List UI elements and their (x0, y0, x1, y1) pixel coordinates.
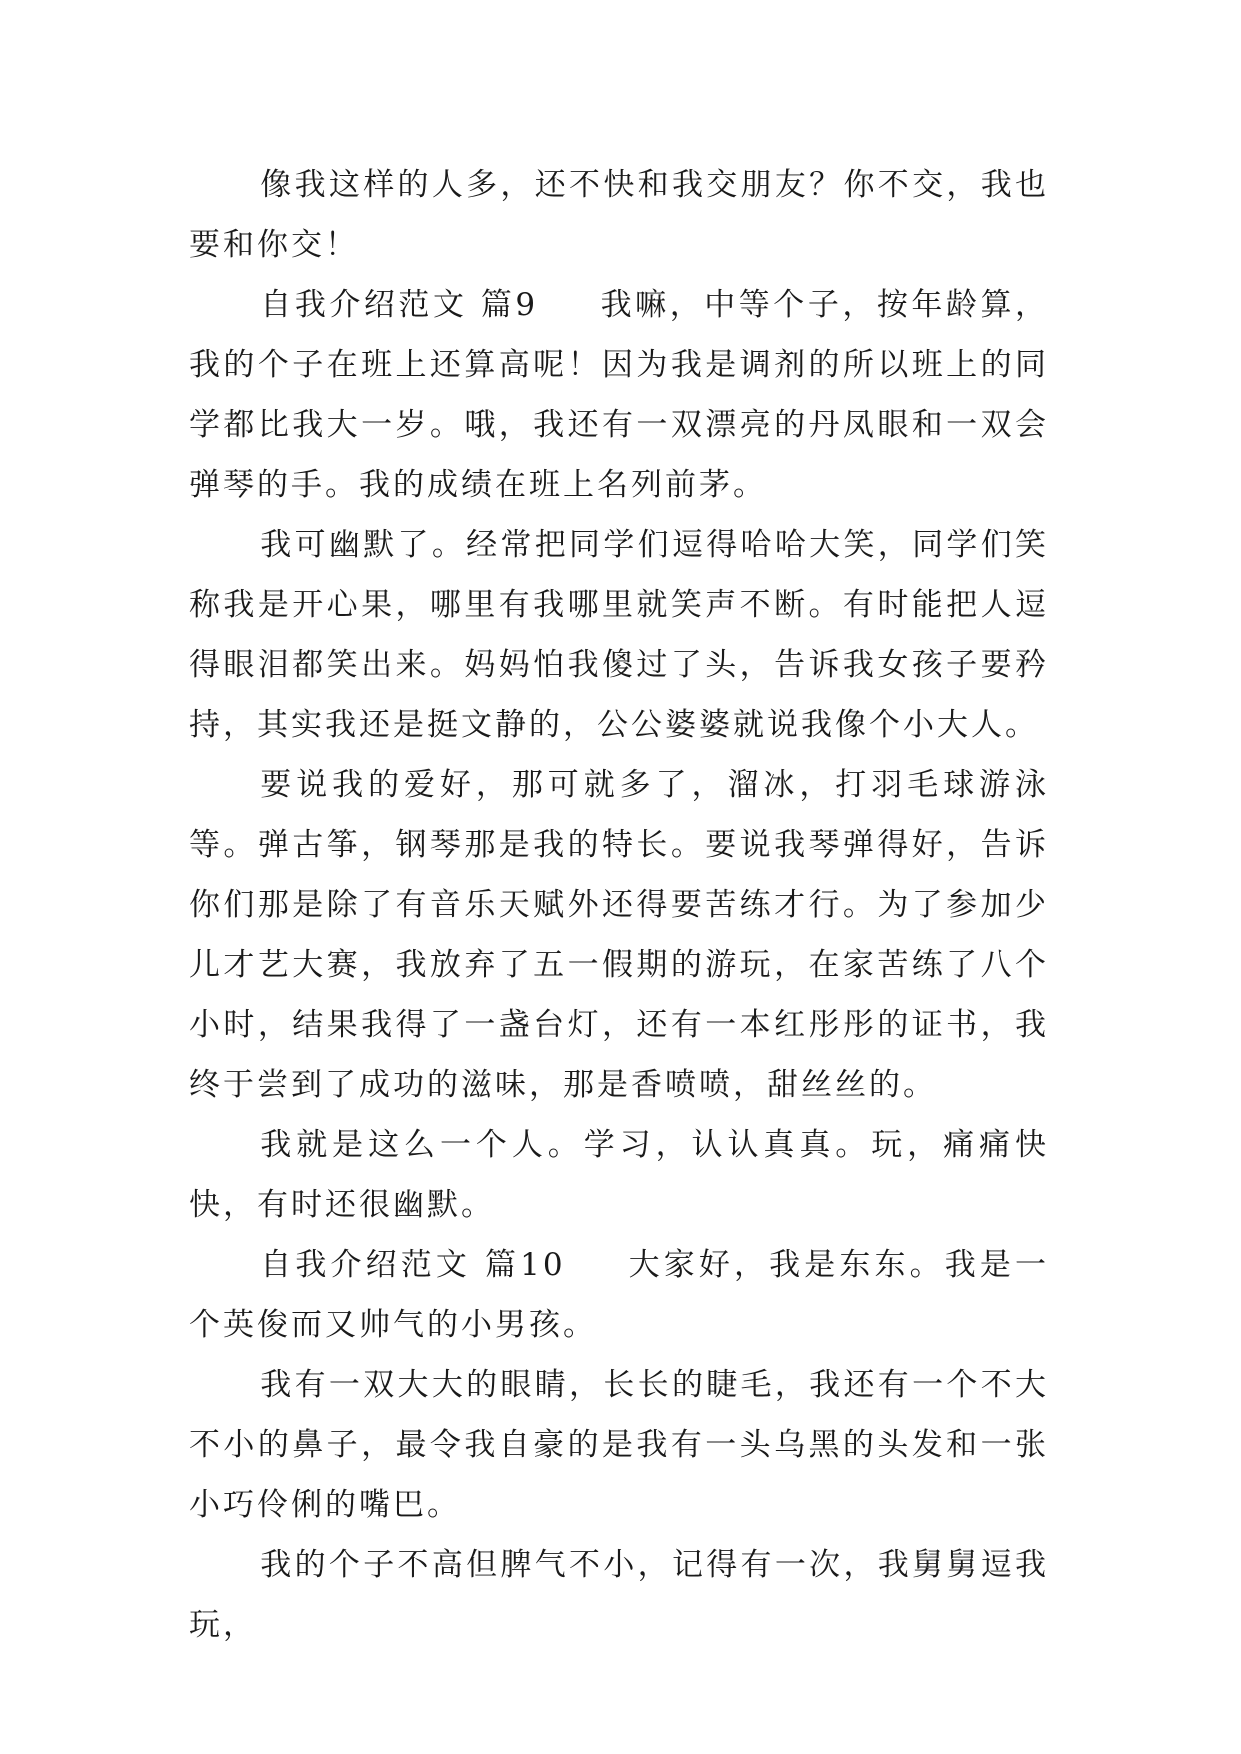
paragraph-text: 我嘛，中等个子，按年龄算，我的个子在班上还算高呢！因为我是调剂的所以班上的同学都比我大一岁。哦，我还有一双漂亮的丹凤眼和一双会弹琴的手。我的成绩在班上名列前茅。 (189, 287, 1050, 503)
paragraph: 我就是这么一个人。学习，认认真真。玩，痛痛快快，有时还很幽默。 (189, 1127, 1049, 1223)
paragraph-text: 大家好，我是东东。我是一个英俊而又帅气的小男孩。 (189, 1247, 1049, 1343)
paragraph: 要说我的爱好，那可就多了，溜冰，打羽毛球游泳等。弹古筝，钢琴那是我的特长。要说我琴弹得好，告诉你们那是除了有音乐天赋外还得要苦练才行。为了参加少儿才艺大赛，我放弃了五一假期的游玩，在家苦练了八个小时，结果我得了一盏台灯，还有一本红彤彤的证书，我终于尝到了成功的滋味，那是香喷喷，甜丝丝的。 (189, 767, 1049, 1103)
section-heading: 自我介绍范文 篇9 (260, 287, 539, 323)
article-body (189, 155, 1049, 1655)
paragraph: 我可幽默了。经常把同学们逗得哈哈大笑，同学们笑称我是开心果，哪里有我哪里就笑声不断。有时能把人逗得眼泪都笑出来。妈妈怕我傻过了头，告诉我女孩子要矜持，其实我还是挺文静的，公公婆婆就说我像个小大人。 (189, 527, 1049, 743)
paragraph: 我的个子不高但脾气不小，记得有一次，我舅舅逗我玩， (189, 1547, 1049, 1643)
section-heading: 自我介绍范文 篇10 (260, 1247, 566, 1283)
paragraph (189, 1235, 1049, 1355)
paragraph: 像我这样的人多，还不快和我交朋友？你不交，我也要和你交！ (189, 167, 1049, 263)
paragraph: 我有一双大大的眼睛，长长的睫毛，我还有一个不大不小的鼻子，最令我自豪的是我有一头乌黑的头发和一张小巧伶俐的嘴巴。 (189, 1367, 1049, 1523)
paragraph (189, 275, 1049, 515)
